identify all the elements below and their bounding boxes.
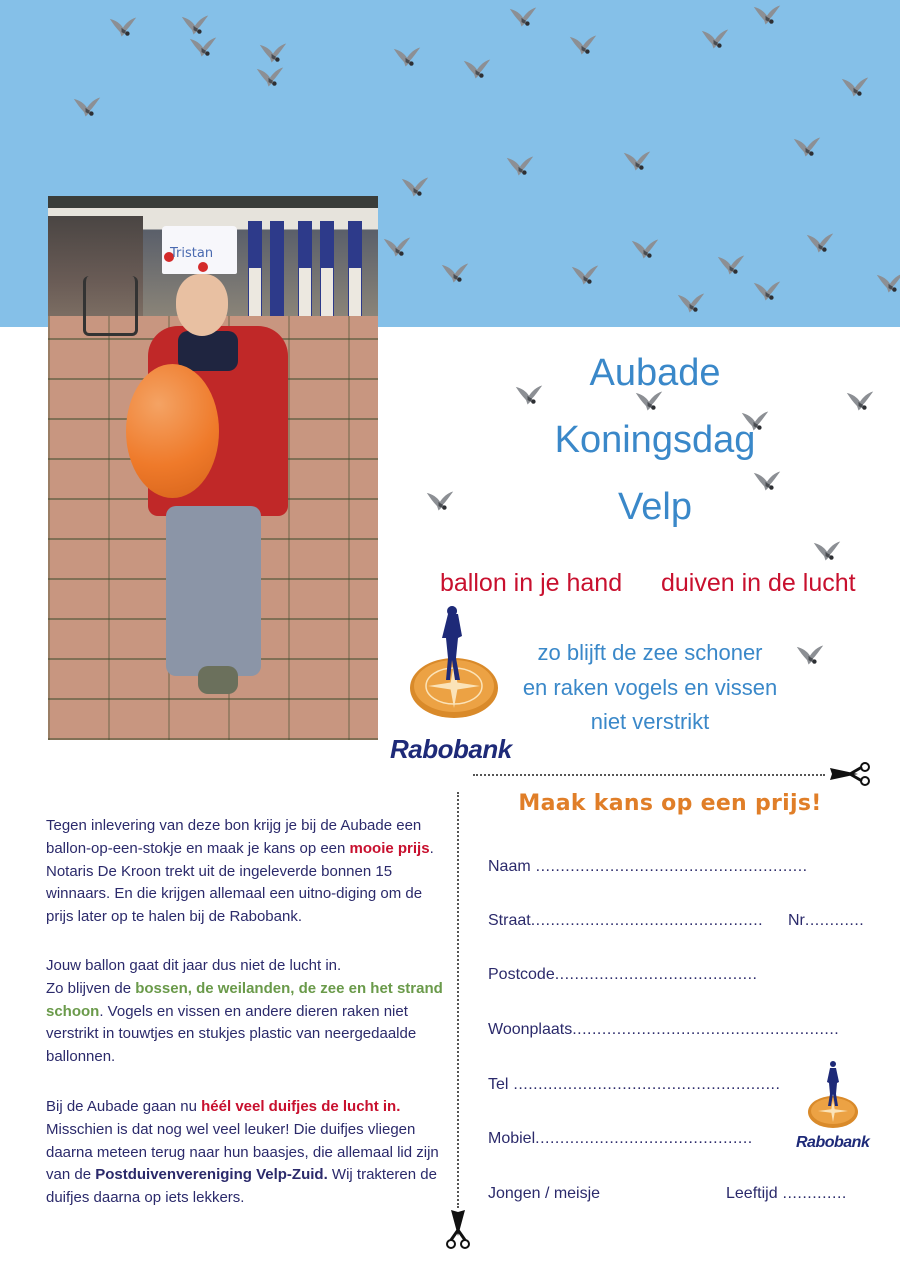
crown-name-text: Tristan <box>170 246 214 261</box>
photo-scarf <box>178 331 238 371</box>
paragraph-coupon-info <box>46 815 446 929</box>
field-postcode[interactable] <box>488 966 757 984</box>
rabobank-wordmark-small: Rabobank <box>796 1134 870 1151</box>
field-naam-line[interactable]: ....................................................... <box>530 858 808 875</box>
p2-text-before: Zo blijven de <box>46 979 136 997</box>
crown-dot <box>198 262 208 272</box>
pigeon-icon <box>462 58 492 80</box>
field-gender-label: Jongen / meisje <box>488 1185 601 1202</box>
pigeon-icon <box>180 14 210 36</box>
title-line-3: Velp <box>618 486 692 528</box>
p3-text-after: Wij trakteren de duifjes daarna op iets lekkers. <box>46 1166 437 1207</box>
pigeon-icon <box>752 4 782 26</box>
subtitle-line-1: zo blijft de zee schoner <box>537 640 763 665</box>
p2-text-after: . Vogels en vissen en andere dieren raken niet verstrikt in touwtjes en stukjes plastic van neergedaalde ballonnen. <box>46 1002 417 1066</box>
photo-band-legs <box>321 268 333 320</box>
field-woonplaats-line[interactable]: ...................................................... <box>572 1021 840 1038</box>
cut-line-vertical <box>457 792 459 1208</box>
subtitle-line-2: en raken vogels en vissen <box>522 675 778 700</box>
photo-band-legs <box>249 268 261 320</box>
pigeon-icon <box>188 36 218 58</box>
slogan-left: ballon in je hand <box>440 569 623 597</box>
field-tel-label: Tel <box>488 1076 509 1093</box>
photo-child-with-balloon <box>48 196 378 740</box>
field-woonplaats-label: Woonplaats <box>488 1021 573 1038</box>
pigeon-icon <box>840 76 870 98</box>
field-nr[interactable] <box>788 912 864 930</box>
pigeon-icon <box>716 254 746 276</box>
field-leeftijd[interactable] <box>726 1185 847 1203</box>
field-straat-line[interactable]: ............................................... <box>530 912 764 929</box>
title-line-1: Aubade <box>589 352 721 394</box>
field-straat-label: Straat <box>488 912 531 929</box>
p1-text-before: Tegen inlevering van deze bon krijg je bij de Aubade een ballon-op-een-stokje en maak je kans op een <box>46 817 422 857</box>
pigeon-icon <box>392 46 422 68</box>
pigeon-icon <box>630 238 660 260</box>
photo-face <box>176 274 228 336</box>
photo-stroller <box>83 276 138 336</box>
field-gender[interactable] <box>488 1185 600 1203</box>
field-woonplaats[interactable] <box>488 1021 839 1039</box>
pigeon-icon <box>255 66 285 88</box>
field-leeftijd-label: Leeftijd <box>726 1185 778 1202</box>
cut-line-horizontal <box>473 774 825 776</box>
field-tel-line[interactable]: ...................................................... <box>508 1076 781 1093</box>
pigeon-icon <box>72 96 102 118</box>
field-mobiel-line[interactable]: ............................................ <box>535 1130 753 1147</box>
pigeon-icon <box>258 42 288 64</box>
pigeon-icon <box>570 264 600 286</box>
field-postcode-line[interactable]: ......................................... <box>554 966 758 983</box>
field-naam-label: Naam <box>488 858 531 875</box>
rabobank-wordmark: Rabobank <box>390 734 512 764</box>
pigeon-icon <box>508 6 538 28</box>
pigeon-icon <box>752 280 782 302</box>
rabobank-logo-small-icon <box>806 1060 860 1130</box>
pigeon-icon <box>622 150 652 172</box>
photo-pants <box>166 506 261 676</box>
p3-text-before: Bij de Aubade gaan nu <box>46 1098 202 1115</box>
pigeon-icon <box>700 28 730 50</box>
p3-club-name: Postduivenvereniging Velp-Zuid. <box>95 1166 328 1184</box>
photo-band-legs <box>299 268 311 320</box>
p1-highlight-prize: mooie prijs <box>349 839 430 857</box>
rabobank-logo-icon <box>408 602 500 722</box>
pigeon-icon <box>400 176 430 198</box>
pigeon-icon <box>792 136 822 158</box>
field-leeftijd-line[interactable]: ............. <box>777 1185 847 1202</box>
p1-text-after: . Notaris De Kroon trekt uit de ingeleverde bonnen 15 winnaars. En die krijgen allemaal een uitno-diging om de prijs later op te halen bij de Rabobank. <box>46 839 434 926</box>
field-tel[interactable] <box>488 1076 780 1094</box>
field-mobiel[interactable] <box>488 1130 753 1148</box>
scissors-icon <box>445 1208 471 1250</box>
pigeon-icon <box>382 236 412 258</box>
photo-band-legs <box>349 268 361 320</box>
photo-band-member <box>270 221 284 316</box>
subtitle-line-3: niet verstrikt <box>590 709 710 734</box>
pigeon-icon <box>805 232 835 254</box>
pigeon-icon <box>108 16 138 38</box>
field-naam[interactable] <box>488 858 808 876</box>
pigeon-icon <box>676 292 706 314</box>
pigeon-icon <box>505 155 535 177</box>
coupon-heading: Maak kans op een prijs! <box>518 791 822 816</box>
pigeon-icon <box>812 540 842 562</box>
field-postcode-label: Postcode <box>488 966 555 983</box>
field-nr-label: Nr <box>788 912 805 929</box>
paragraph-pigeons <box>46 1096 446 1210</box>
p3-highlight-pigeons: héél veel duifjes de lucht in. <box>201 1098 401 1115</box>
title-line-2: Koningsdag <box>554 419 756 461</box>
field-straat[interactable] <box>488 912 763 930</box>
p2-highlight-nature: bossen, de weilanden, de zee en het strand schoon <box>46 979 443 1020</box>
pigeon-icon <box>845 390 875 412</box>
p3-text-middle: Misschien is dat nog wel veel leuker! Die duifjes vliegen daarna meteen terug naar hun baasjes, die allemaal lid zijn van de <box>46 1120 439 1184</box>
field-nr-line[interactable]: ............ <box>804 912 865 929</box>
slogan-right: duiven in de lucht <box>661 569 856 597</box>
pigeon-icon <box>875 272 900 294</box>
scissors-icon <box>828 762 872 786</box>
photo-orange-balloon <box>126 364 219 498</box>
photo-shoe <box>198 666 238 694</box>
field-mobiel-label: Mobiel <box>488 1130 536 1147</box>
pigeon-icon <box>440 262 470 284</box>
paragraph-balloon-environment <box>46 955 446 1069</box>
pigeon-icon <box>568 34 598 56</box>
p2-line1: Jouw ballon gaat dit jaar dus niet de lucht in. <box>46 957 342 974</box>
